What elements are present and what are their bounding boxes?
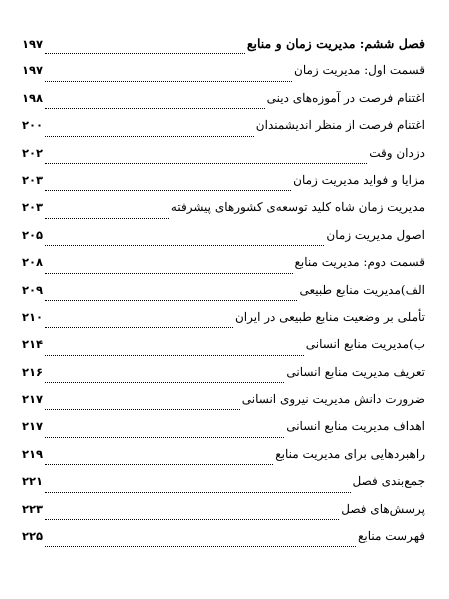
toc-page-number: ۲۱۰: [22, 309, 44, 324]
toc-entry[interactable]: [22, 91, 425, 118]
dot-leader: [45, 381, 284, 383]
toc-entry[interactable]: [22, 173, 425, 200]
dot-leader: [45, 217, 169, 219]
dot-leader: [45, 354, 304, 356]
toc-entry-title: اهداف مدیریت منابع انسانی: [286, 419, 425, 434]
dot-leader: [45, 162, 367, 164]
toc-entry[interactable]: [22, 447, 425, 474]
toc-page-number: ۱۹۸: [22, 90, 44, 105]
toc-page-number: ۲۱۹: [22, 446, 44, 461]
toc-entry-title: قسمت اول: مدیریت زمان: [294, 63, 425, 78]
toc-page-number: ۱۹۷: [22, 37, 44, 51]
toc-page-number: ۲۰۰: [22, 118, 44, 133]
dot-leader: [45, 545, 356, 547]
dot-leader: [45, 436, 284, 438]
toc-page-number: ۲۰۹: [22, 282, 44, 297]
toc-page-number: ۲۰۳: [22, 200, 44, 215]
toc-page-number: ۲۱۷: [22, 419, 44, 434]
toc-entry-title: ضرورت دانش مدیریت نیروی انسانی: [241, 392, 425, 407]
toc-entry[interactable]: [22, 255, 425, 282]
toc-page-number: ۲۰۲: [22, 145, 44, 160]
toc-page-number: ۲۲۱: [22, 474, 44, 489]
toc-entry-title: پرسش‌های فصل: [341, 501, 425, 516]
toc-entry[interactable]: [22, 146, 425, 173]
toc-entry[interactable]: [22, 337, 425, 364]
toc-page-number: ۲۱۴: [22, 337, 44, 352]
toc-page-number: ۲۰۳: [22, 172, 44, 187]
toc-entry[interactable]: [22, 310, 425, 337]
dot-leader: [45, 135, 254, 137]
toc-page-number: ۲۲۳: [22, 501, 44, 516]
toc-entry-title: قسمت دوم: مدیریت منابع: [294, 255, 425, 270]
toc-entry-title: دزدان وقت: [369, 145, 425, 160]
toc-entry[interactable]: [22, 474, 425, 501]
toc-entry[interactable]: [22, 502, 425, 529]
toc-page-number: ۲۲۵: [22, 529, 44, 544]
dot-leader: [45, 107, 265, 109]
dot-leader: [45, 80, 292, 82]
toc-entry[interactable]: [22, 63, 425, 90]
dot-leader: [45, 408, 240, 410]
toc-entry[interactable]: [22, 228, 425, 255]
dot-leader: [45, 272, 292, 274]
dot-leader: [45, 491, 350, 493]
toc-entry-title: ب)مدیریت منابع انسانی: [305, 337, 425, 352]
toc-entry-title: اغتنام فرصت در آموزه‌های دینی: [266, 90, 425, 105]
dot-leader: [45, 52, 245, 54]
toc-page-number: ۲۰۵: [22, 227, 44, 242]
toc-page-number: ۲۱۷: [22, 392, 44, 407]
dot-leader: [45, 326, 233, 328]
toc-page-number: ۲۱۶: [22, 364, 44, 379]
toc-entry[interactable]: [22, 419, 425, 446]
dot-leader: [45, 189, 291, 191]
toc-entry[interactable]: [22, 529, 425, 556]
table-of-contents: [22, 36, 425, 556]
toc-entry-title: الف)مدیریت منابع طبیعی: [299, 282, 425, 297]
dot-leader: [45, 299, 297, 301]
toc-entry-title: مزایا و فواید مدیریت زمان: [293, 172, 425, 187]
toc-entry-title: تأملی بر وضعیت منابع طبیعی در ایران: [234, 309, 425, 324]
toc-entry[interactable]: [22, 283, 425, 310]
toc-entry-title: جمع‌بندی فصل: [352, 474, 425, 489]
toc-entry[interactable]: [22, 365, 425, 392]
dot-leader: [45, 463, 273, 465]
toc-entry-title: اغتنام فرصت از منظر اندیشمندان: [255, 118, 425, 133]
toc-entry-title: تعریف مدیریت منابع انسانی: [286, 364, 425, 379]
toc-entry-title: فهرست منابع: [358, 529, 425, 544]
toc-entry[interactable]: [22, 200, 425, 227]
toc-entry-title: اصول مدیریت زمان: [326, 227, 425, 242]
toc-entry[interactable]: [22, 392, 425, 419]
dot-leader: [45, 244, 324, 246]
toc-page-number: ۲۰۸: [22, 255, 44, 270]
toc-entry-title: راهبردهایی برای مدیریت منابع: [275, 446, 425, 461]
dot-leader: [45, 518, 339, 520]
toc-entry[interactable]: [22, 118, 425, 145]
toc-entry-title: فصل ششم: مدیریت زمان و منابع: [246, 36, 425, 51]
toc-entry-title: مدیریت زمان شاه کلید توسعه‌ی کشورهای پیشرفته: [170, 200, 425, 215]
toc-page-number: ۱۹۷: [22, 63, 44, 78]
toc-chapter-heading[interactable]: [22, 36, 425, 63]
